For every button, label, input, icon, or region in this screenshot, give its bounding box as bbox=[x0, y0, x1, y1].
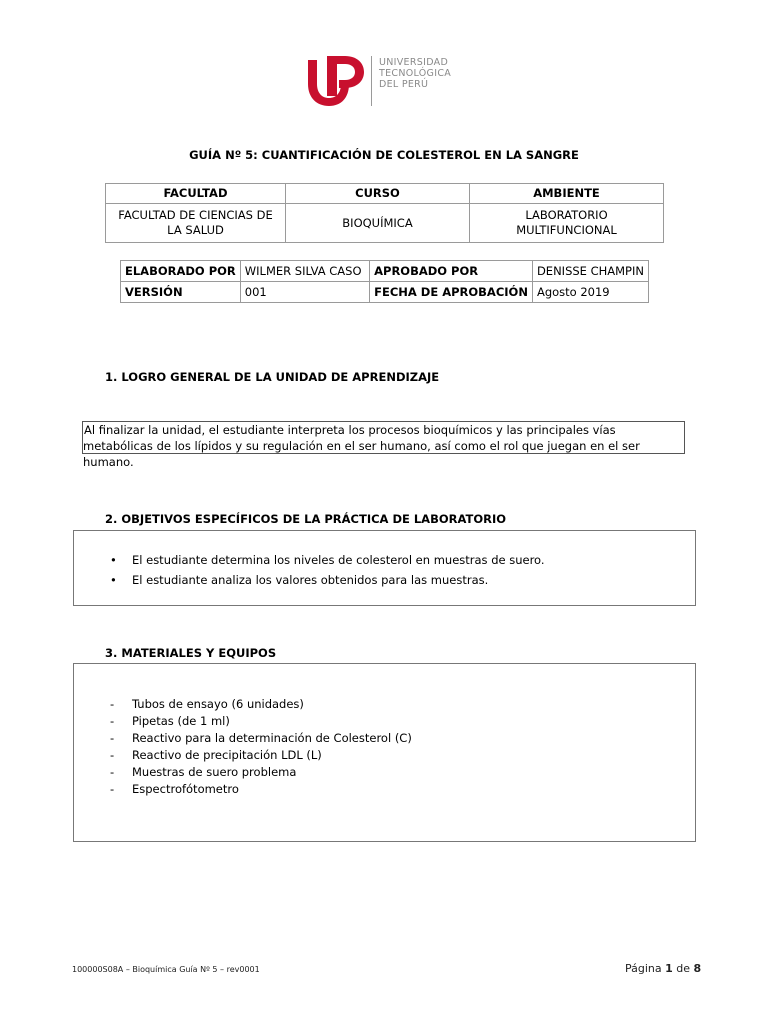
utp-logo bbox=[305, 54, 475, 110]
document-title: GUÍA Nº 5: CUANTIFICACIÓN DE COLESTEROL EN LA SANGRE bbox=[189, 148, 579, 162]
dash-icon: - bbox=[110, 748, 115, 762]
cell-ambiente: LABORATORIO MULTIFUNCIONAL bbox=[470, 204, 664, 243]
page-of: de bbox=[676, 962, 691, 975]
header-facultad: FACULTAD bbox=[106, 184, 286, 204]
objective-text: El estudiante analiza los valores obtenidos para las muestras. bbox=[132, 573, 489, 587]
utp-logo-mark-icon bbox=[305, 54, 367, 108]
version-label: VERSIÓN bbox=[121, 282, 241, 303]
material-text: Pipetas (de 1 ml) bbox=[132, 714, 230, 728]
page-current: 1 bbox=[665, 962, 673, 975]
dash-icon: - bbox=[110, 714, 115, 728]
dash-icon: - bbox=[110, 731, 115, 745]
logo-text-line3: DEL PERÚ bbox=[379, 79, 429, 90]
document-meta-table bbox=[120, 260, 649, 303]
materials-list bbox=[110, 696, 412, 798]
footer-document-code: 100000S08A – Bioquímica Guía Nº 5 – rev0001 bbox=[72, 965, 260, 974]
fecha-value: Agosto 2019 bbox=[532, 282, 648, 303]
material-text: Reactivo para la determinación de Colesterol (C) bbox=[132, 731, 412, 745]
dash-icon: - bbox=[110, 765, 115, 779]
logo-text-line1: UNIVERSIDAD bbox=[379, 57, 449, 68]
logo-text bbox=[379, 57, 451, 90]
version-value: 001 bbox=[240, 282, 369, 303]
logro-text: Al finalizar la unidad, el estudiante interpreta los procesos bioquímicos y las principales vías metabólicas de los lípidos y su regulación en el ser humano, así como el rol que juegan en el ser humano. bbox=[83, 423, 640, 469]
dash-icon: - bbox=[110, 697, 115, 711]
material-text: Muestras de suero problema bbox=[132, 765, 297, 779]
bullet-icon: • bbox=[110, 573, 117, 587]
objectives-list bbox=[110, 550, 545, 590]
fecha-label: FECHA DE APROBACIÓN bbox=[370, 282, 533, 303]
material-text: Reactivo de precipitación LDL (L) bbox=[132, 748, 322, 762]
header-ambiente: AMBIENTE bbox=[470, 184, 664, 204]
objective-text: El estudiante determina los niveles de colesterol en muestras de suero. bbox=[132, 553, 545, 567]
page-label: Página bbox=[625, 962, 662, 975]
cell-facultad: FACULTAD DE CIENCIAS DE LA SALUD bbox=[106, 204, 286, 243]
list-item bbox=[110, 764, 412, 781]
section2-heading: 2. OBJETIVOS ESPECÍFICOS DE LA PRÁCTICA DE LABORATORIO bbox=[105, 512, 507, 526]
list-item bbox=[110, 747, 412, 764]
list-item bbox=[110, 713, 412, 730]
logo-divider bbox=[371, 56, 372, 106]
cell-curso: BIOQUÍMICA bbox=[286, 204, 470, 243]
page-total: 8 bbox=[693, 962, 702, 975]
list-item bbox=[110, 781, 412, 798]
elaborado-value: WILMER SILVA CASO bbox=[240, 261, 369, 282]
list-item bbox=[110, 696, 412, 713]
material-text: Tubos de ensayo (6 unidades) bbox=[132, 697, 304, 711]
footer-page-number bbox=[625, 962, 701, 975]
logro-box bbox=[82, 421, 685, 469]
list-item bbox=[110, 550, 545, 570]
aprobado-label: APROBADO POR bbox=[370, 261, 533, 282]
section1-heading: 1. LOGRO GENERAL DE LA UNIDAD DE APRENDIZAJE bbox=[105, 370, 440, 384]
aprobado-value: DENISSE CHAMPIN bbox=[532, 261, 648, 282]
list-item bbox=[110, 730, 412, 747]
material-text: Espectrofótometro bbox=[132, 782, 239, 796]
logo-text-line2: TECNOLÓGICA bbox=[379, 68, 452, 79]
list-item bbox=[110, 570, 545, 590]
elaborado-label: ELABORADO POR bbox=[121, 261, 241, 282]
course-info-table bbox=[105, 183, 664, 243]
section3-heading: 3. MATERIALES Y EQUIPOS bbox=[105, 646, 277, 660]
bullet-icon: • bbox=[110, 553, 117, 567]
header-curso: CURSO bbox=[286, 184, 470, 204]
dash-icon: - bbox=[110, 782, 115, 796]
